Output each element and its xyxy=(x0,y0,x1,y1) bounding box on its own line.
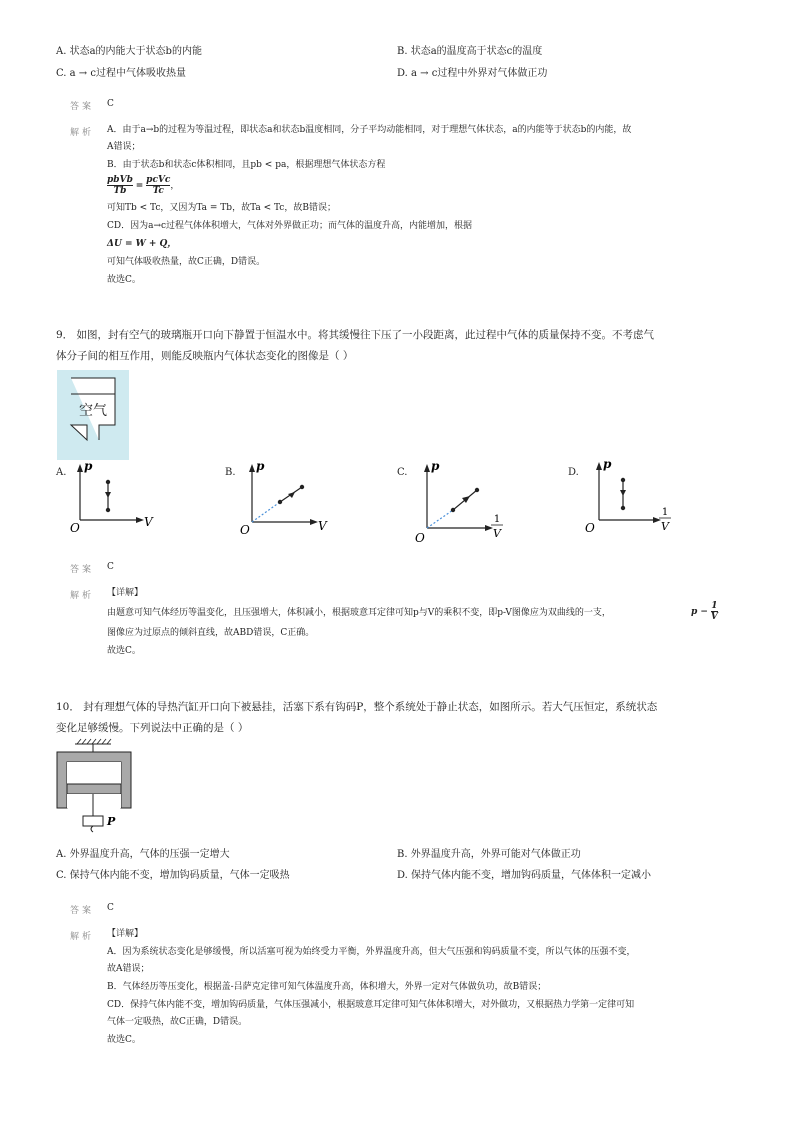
q9-analysis-line: 由题意可知气体经历等温变化，且压强增大，体积减小，根据玻意耳定律可知p与V的乘积不变，即p-V图像应为双曲线的一支， xyxy=(107,608,611,618)
q9-bottle-figure xyxy=(57,370,129,460)
graph-a-x-label: V xyxy=(144,515,153,529)
formula-right-den: Tc xyxy=(152,186,164,196)
graph-b-origin: O xyxy=(240,523,250,537)
graph-a-y-label: p xyxy=(84,459,93,473)
q9-pv-den: V xyxy=(710,612,718,622)
q9-pv-p: p − xyxy=(691,607,708,617)
first-law-formula: ΔU = W + Q， xyxy=(107,239,177,249)
weight-p-label: P xyxy=(107,815,116,828)
graph-d xyxy=(585,458,685,533)
q10-analysis-label: 解析 xyxy=(70,932,95,942)
graph-a-origin: O xyxy=(70,521,80,535)
graph-c xyxy=(415,460,515,545)
q10-option-d: D. 保持气体内能不变，增加钩码质量，气体体积一定减小 xyxy=(397,870,652,881)
graph-c-origin: O xyxy=(415,531,425,545)
q9-detail-heading: 【详解】 xyxy=(107,588,144,598)
q9-stem: 9． 如图，封有空气的玻璃瓶开口向下静置于恒温水中。将其缓慢往下压了一小段距离，此过程中气体的质量保持不变。不考虑气 xyxy=(56,329,655,341)
q9-pv-num: 1 xyxy=(711,601,718,611)
formula-left-num: pbVb xyxy=(107,175,133,185)
option-a: A. 状态a的内能大于状态b的内能 xyxy=(56,46,202,57)
q10-cylinder-figure xyxy=(55,738,137,834)
graph-c-x-den: V xyxy=(493,527,501,540)
option-b: B. 状态a的温度高于状态c的温度 xyxy=(397,46,543,57)
graph-b-x-label: V xyxy=(318,519,327,533)
q10-option-a: A. 外界温度升高，气体的压强一定增大 xyxy=(56,849,230,860)
formula-right-num: pcVc xyxy=(146,175,171,185)
q10-stem: 变化足够缓慢。下列说法中正确的是（ ） xyxy=(56,722,249,734)
analysis-line: 故选C。 xyxy=(107,275,141,285)
q10-analysis-line: 故选C。 xyxy=(107,1035,141,1045)
graph-c-x-num: 1 xyxy=(493,514,501,525)
graph-d-origin: O xyxy=(585,521,595,535)
q10-detail-heading: 【详解】 xyxy=(107,929,144,939)
graph-a-label: A. xyxy=(56,467,67,478)
graph-b xyxy=(240,460,340,535)
analysis-line: A错误； xyxy=(107,142,141,152)
formula-left-den: Tb xyxy=(113,186,127,196)
graph-d-x-den: V xyxy=(661,520,669,533)
q9-pv-label xyxy=(691,601,718,622)
q9-analysis-line: 故选C。 xyxy=(107,646,141,656)
graph-d-x-num: 1 xyxy=(661,507,669,518)
q10-option-c: C. 保持气体内能不变，增加钩码质量，气体一定吸热 xyxy=(56,870,290,881)
q10-option-b: B. 外界温度升高，外界可能对气体做正功 xyxy=(397,849,581,860)
q9-analysis-label: 解析 xyxy=(70,591,95,601)
q10-analysis-line: A．因为系统状态变化是够缓慢，所以活塞可视为始终受力平衡，外界温度升高，但大气压强和钩码质量不变，所以气体的压强不变， xyxy=(107,947,636,957)
q10-analysis-line: 气体一定吸热，故C正确，D错误。 xyxy=(107,1017,248,1027)
option-c: C. a → c过程中气体吸收热量 xyxy=(56,68,186,79)
q10-stem: 10． 封有理想气体的导热汽缸开口向下被悬挂，活塞下系有钩码P，整个系统处于静止状态，如图所示。若大气压恒定，系统状态 xyxy=(56,701,658,713)
analysis-line: 可知Tb < Tc，又因为Ta = Tb，故Ta < Tc，故B错误； xyxy=(107,203,336,213)
q10-analysis-line: CD．保持气体内能不变，增加钩码质量，气体压强减小，根据玻意耳定律可知气体体积增大，对外做功，又根据热力学第一定律可知 xyxy=(107,1000,635,1010)
graph-a xyxy=(70,460,160,535)
analysis-line: 可知气体吸收热量，故C正确，D错误。 xyxy=(107,257,266,267)
analysis-label: 解析 xyxy=(70,128,95,138)
q9-answer-label: 答案 xyxy=(70,565,95,575)
q10-analysis-line: 故A错误； xyxy=(107,964,150,974)
formula-comma: ， xyxy=(170,181,180,191)
analysis-line: B．由于状态b和状态c体积相同，且pb < pa，根据理想气体状态方程 xyxy=(107,160,386,170)
answer-value: C xyxy=(107,99,114,109)
q10-analysis-line: B．气体经历等压变化，根据盖-吕萨克定律可知气体温度升高，体积增大，外界一定对气体做负功，故B错误； xyxy=(107,982,547,992)
q9-analysis-line: 图像应为过原点的倾斜直线，故ABD错误，C正确。 xyxy=(107,628,315,638)
bottle-air-label: 空气 xyxy=(79,403,107,419)
answer-label: 答案 xyxy=(70,102,95,112)
analysis-line: A．由于a→b的过程为等温过程，即状态a和状态b温度相同，分子平均动能相同，对于理想气体状态，a的内能等于状态b的内能，故 xyxy=(107,125,632,135)
graph-b-y-label: p xyxy=(256,459,265,473)
graph-c-label: C. xyxy=(397,467,408,478)
q9-stem: 体分子间的相互作用，则能反映瓶内气体状态变化的图像是（ ） xyxy=(56,350,354,362)
graph-d-label: D. xyxy=(568,467,579,478)
q10-answer-label: 答案 xyxy=(70,906,95,916)
q10-answer-value: C xyxy=(107,903,114,913)
q9-answer-value: C xyxy=(107,562,114,572)
graph-b-label: B. xyxy=(225,467,236,478)
option-d: D. a → c过程中外界对气体做正功 xyxy=(397,68,548,79)
ideal-gas-formula: $\frac{\text{pbVb}}{Tb}$ = $\frac{\text{pcVc}}{Tc}$ ， xyxy=(107,175,180,196)
analysis-line: CD．因为a→c过程气体体积增大，气体对外界做正功；而气体的温度升高，内能增加，根据 xyxy=(107,221,473,231)
graph-d-y-label: p xyxy=(603,457,612,471)
graph-c-y-label: p xyxy=(431,459,440,473)
